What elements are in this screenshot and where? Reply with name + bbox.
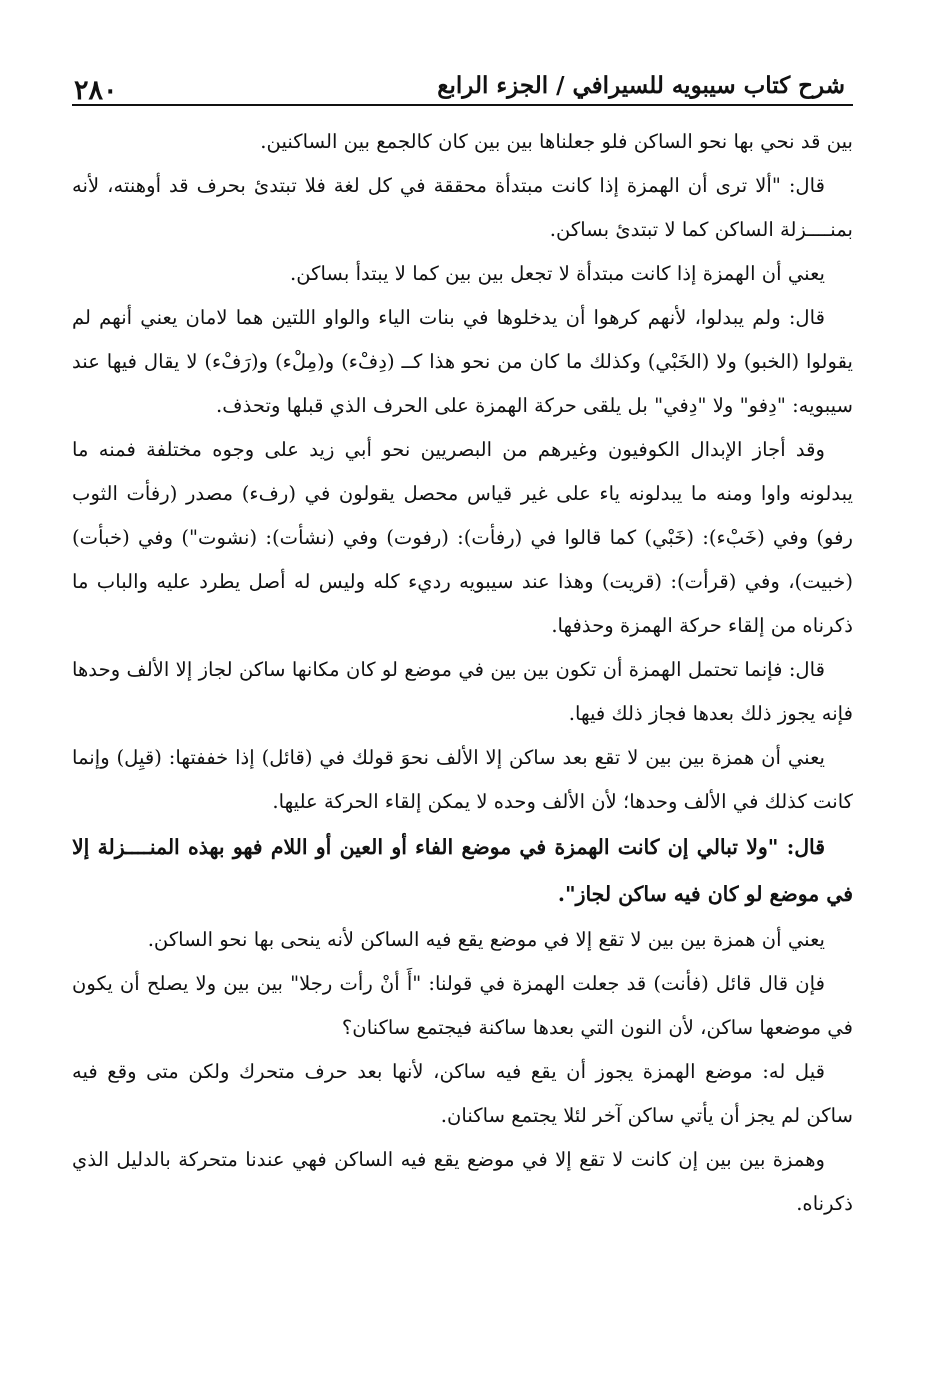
body-text: [72, 120, 853, 1226]
paragraph: يعني أن همزة بين بين لا تقع إلا في موضع يقع فيه الساكن لأنه ينحى بها نحو الساكن.: [147, 928, 825, 951]
paragraph: يعني أن همزة بين بين لا تقع بعد ساكن إلا الألف نحوَ قولك في (قائل) إذا خففتها: (قيِل) وإنما كانت كذلك في الألف وحدها؛ لأن الألف وحده لا يمكن إلقاء الحركة عليها.: [72, 746, 853, 813]
paragraph: فإن قال قائل (فأنت) قد جعلت الهمزة في قولنا: "أَ أنْ رأت رجلا" بين بين ولا يصلح أن يكون في موضعها ساكن، لأن النون التي بعدها ساكنة فيجتمع ساكنان؟: [72, 972, 853, 1039]
paragraph: وقد أجاز الإبدال الكوفيون وغيرهم من البصريين نحو أبي زيد على وجوه مختلفة فمنه ما يبدلونه واوا ومنه ما يبدلونه ياء على غير قياس محصل يقولون في (رفء) مصدر (رفأت الثوب رفو) وفي (خَبْء): (خَبْي) كما قالوا في (رفأت): (رفوت) وفي (نشأت): (نشوت") وفي (خبأت) (خبيت)، وفي (قرأت): (قريت) وهذا عند سيبويه رديء كله وليس له أصل يطرد عليه والباب ما ذكرناه من إلقاء حركة الهمزة وحذفها.: [72, 438, 853, 637]
page-header: [72, 52, 853, 106]
quoted-paragraph: قال: "ولا تبالي إن كانت الهمزة في موضع الفاء أو العين أو اللام فهو بهذه المنــــزلة إلا في موضع لو كان فيه ساكن لجاز".: [72, 835, 853, 906]
paragraph: قال: "ألا ترى أن الهمزة إذا كانت مبتدأة محققة في كل لغة فلا تبتدئ بحرف قد أوهنته، لأنه بمنــــزلة الساكن كما لا تبتدئ بساكن.: [72, 174, 853, 241]
running-title: شرح كتاب سيبويه للسيرافي / الجزء الرابع: [437, 72, 845, 100]
paragraph: يعني أن الهمزة إذا كانت مبتدأة لا تجعل بين بين كما لا يبتدأ بساكن.: [289, 262, 825, 285]
page-number: ٢٨٠: [74, 75, 118, 106]
paragraph: قال: ولم يبدلوا، لأنهم كرهوا أن يدخلوها في بنات الياء والواو اللتين هما لامان يعني أنهم لم يقولوا (الخبو) ولا (الخَبْي) وكذلك ما كان من نحو هذا كــ (دِفْء) و(مِلْء) و(رَفْء) لا يقال فيها عند سيبويه: "دِفو" ولا "دِفي" بل يلقى حركة الهمزة على الحرف الذي قبلها وتحذف.: [72, 306, 853, 417]
paragraph: وهمزة بين بين إن كانت لا تقع إلا في موضع يقع فيه الساكن فهي عندنا متحركة بالدليل الذي ذكرناه.: [72, 1148, 853, 1215]
paragraph: قال: فإنما تحتمل الهمزة أن تكون بين بين في موضع لو كان مكانها ساكن لجاز إلا الألف وحدها فإنه يجوز ذلك بعدها فجاز ذلك فيها.: [72, 658, 853, 725]
paragraph: قيل له: موضع الهمزة يجوز أن يقع فيه ساكن، لأنها بعد حرف متحرك ولكن متى وقع فيه ساكن لم يجز أن يأتي ساكن آخر لئلا يجتمع ساكنان.: [72, 1060, 853, 1127]
paragraph: بين قد نحي بها نحو الساكن فلو جعلناها بين بين كان كالجمع بين الساكنين.: [260, 130, 853, 153]
